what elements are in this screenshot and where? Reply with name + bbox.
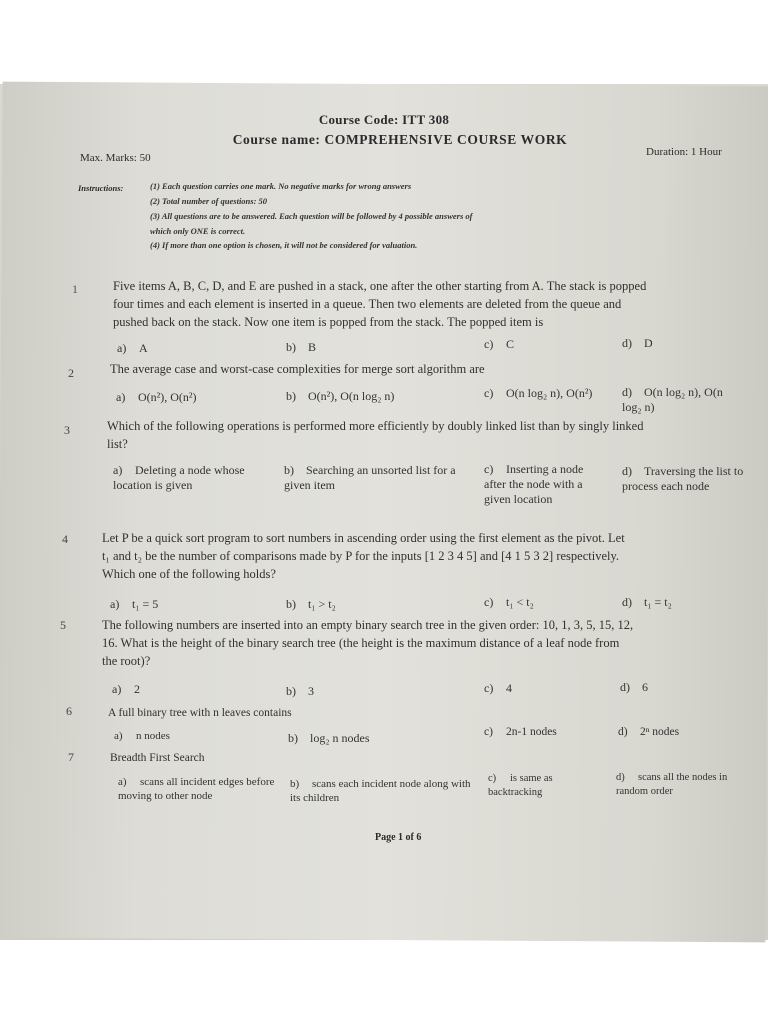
- option-text: O(n²), O(n log₂ n): [308, 389, 395, 403]
- option-text: t₁ > t₂: [308, 597, 336, 611]
- instruction-line: (2) Total number of questions: 50: [150, 196, 268, 206]
- instructions-label: Instructions:: [78, 183, 124, 193]
- max-marks: Max. Marks: 50: [80, 152, 151, 164]
- option-text: scans all incident edges before moving to other node: [118, 776, 275, 802]
- question-text-line: Which one of the following holds?: [102, 567, 276, 581]
- option-d: [622, 595, 672, 610]
- option-letter: a): [118, 776, 127, 788]
- option-a: [110, 597, 158, 612]
- option-text: Deleting a node whose location is given: [113, 463, 245, 492]
- option-b: [284, 463, 464, 493]
- option-text: Searching an unsorted list for a given item: [284, 463, 456, 492]
- option-d: [622, 385, 732, 415]
- question-text-line: t₁ and t₂ be the number of comparisons made by P for the inputs [1 2 3 4 5] and [4 1 5 3 2] respectively.: [102, 549, 620, 563]
- option-a: [117, 341, 148, 356]
- course-name: Course name: COMPREHENSIVE COURSE WORK: [232, 132, 568, 147]
- option-letter: d): [620, 680, 630, 694]
- option-d: [622, 336, 653, 351]
- option-b: [288, 731, 370, 746]
- option-letter: c): [484, 726, 493, 738]
- option-text: O(n²), O(n²): [138, 390, 197, 404]
- question-number: 5: [60, 618, 66, 632]
- option-text: Traversing the list to process each node: [622, 464, 744, 493]
- option-c: [484, 681, 512, 696]
- question-text-line: The average case and worst-case complexities for merge sort algorithm are: [110, 362, 485, 376]
- question-text-line: A full binary tree with n leaves contains: [108, 707, 292, 719]
- option-letter: d): [622, 385, 632, 399]
- option-text: n nodes: [136, 730, 170, 742]
- option-a: [118, 775, 278, 803]
- option-letter: c): [484, 595, 494, 609]
- option-letter: b): [286, 597, 296, 611]
- option-a: [113, 463, 263, 493]
- option-b: [286, 340, 316, 355]
- question-text-line: four times and each element is inserted in a queue. Then two elements are deleted from the queue and: [113, 297, 622, 311]
- question-number: 6: [66, 704, 72, 718]
- question-text-line: list?: [107, 437, 128, 451]
- question-text-line: Which of the following operations is performed more efficiently by doubly linked list than by singly linked: [107, 419, 644, 433]
- option-text: B: [308, 340, 317, 354]
- option-text: t₁ = t₂: [644, 595, 672, 609]
- question-number: 4: [62, 532, 68, 546]
- option-text: scans each incident node along with its children: [290, 778, 471, 804]
- question-text-line: Breadth First Search: [110, 752, 205, 764]
- instruction-line: (1) Each question carries one mark. No negative marks for wrong answers: [150, 181, 412, 191]
- option-letter: c): [488, 773, 497, 784]
- option-d: [616, 771, 756, 799]
- question-text-line: Let P be a quick sort program to sort numbers in ascending order using the first element as the pivot. Let: [102, 531, 625, 545]
- instruction-line: which only ONE is correct.: [150, 226, 246, 236]
- question-number: 3: [64, 423, 70, 437]
- option-letter: d): [618, 726, 628, 738]
- question-number: 7: [68, 750, 74, 764]
- option-text: C: [506, 337, 515, 351]
- option-c: [484, 595, 534, 610]
- option-text: 4: [506, 681, 512, 695]
- option-text: t₁ = 5: [132, 597, 159, 611]
- option-letter: b): [284, 463, 294, 477]
- option-letter: b): [290, 778, 300, 790]
- option-text: 3: [308, 684, 314, 698]
- option-text: t₁ < t₂: [506, 595, 534, 609]
- option-text: O(n log₂ n), O(n log₂ n): [622, 385, 723, 414]
- option-d: [620, 680, 648, 695]
- option-text: A: [139, 341, 148, 355]
- option-letter: a): [116, 390, 126, 404]
- option-text: Inserting a node after the node with a given location: [484, 462, 584, 506]
- option-c: [484, 462, 604, 507]
- option-letter: d): [622, 595, 632, 609]
- option-text: 2n-1 nodes: [506, 726, 557, 738]
- option-letter: a): [114, 730, 123, 742]
- option-letter: c): [484, 386, 494, 400]
- option-b: [286, 684, 314, 699]
- option-letter: d): [616, 772, 625, 783]
- option-text: 6: [642, 680, 648, 694]
- option-a: [114, 729, 170, 744]
- question-number: 1: [72, 282, 78, 296]
- option-b: [286, 597, 336, 612]
- option-letter: b): [286, 340, 296, 354]
- option-d: [622, 464, 747, 494]
- option-a: [116, 390, 266, 405]
- option-letter: b): [288, 731, 298, 745]
- instruction-line: (3) All questions are to be answered. Each question will be followed by 4 possible answers of: [150, 211, 473, 221]
- option-c: [484, 725, 557, 740]
- option-letter: d): [622, 464, 632, 478]
- option-text: scans all the nodes in random order: [616, 772, 728, 797]
- option-letter: a): [113, 463, 123, 477]
- question-text-line: the root)?: [102, 654, 151, 668]
- option-letter: b): [286, 684, 296, 698]
- option-text: D: [644, 336, 653, 350]
- option-letter: c): [484, 681, 494, 695]
- option-text: log₂ n nodes: [310, 731, 370, 745]
- question-number: 2: [68, 366, 74, 380]
- option-letter: b): [286, 389, 296, 403]
- option-c: [488, 772, 603, 800]
- option-c: [484, 386, 604, 401]
- question-text-line: Five items A, B, C, D, and E are pushed in a stack, one after the other starting from A. The stack is popped: [113, 279, 647, 293]
- option-b: [286, 389, 476, 404]
- option-a: [112, 682, 140, 697]
- question-text-line: pushed back on the stack. Now one item is popped from the stack. The popped item is: [113, 315, 544, 329]
- option-letter: a): [110, 597, 120, 611]
- option-letter: c): [484, 337, 494, 351]
- option-text: O(n log₂ n), O(n²): [506, 386, 593, 400]
- option-d: [618, 725, 679, 740]
- option-letter: d): [622, 336, 632, 350]
- question-text-line: 16. What is the height of the binary search tree (the height is the maximum distance of a leaf node from: [102, 636, 620, 650]
- duration: Duration: 1 Hour: [646, 146, 722, 158]
- option-letter: a): [112, 682, 122, 696]
- option-text: is same as backtracking: [488, 773, 553, 798]
- course-code: Course Code: ITT 308: [318, 112, 450, 127]
- option-b: [290, 777, 480, 805]
- question-text-line: The following numbers are inserted into an empty binary search tree in the given order: 10, 1, 3, 5, 15, 12,: [102, 618, 634, 632]
- instruction-line: (4) If more than one option is chosen, it will not be considered for valuation.: [150, 240, 418, 250]
- option-letter: c): [484, 462, 494, 476]
- option-text: 2ⁿ nodes: [640, 726, 680, 738]
- page-number: Page 1 of 6: [375, 832, 422, 843]
- option-text: 2: [134, 682, 140, 696]
- option-letter: a): [117, 341, 127, 355]
- option-c: [484, 337, 514, 352]
